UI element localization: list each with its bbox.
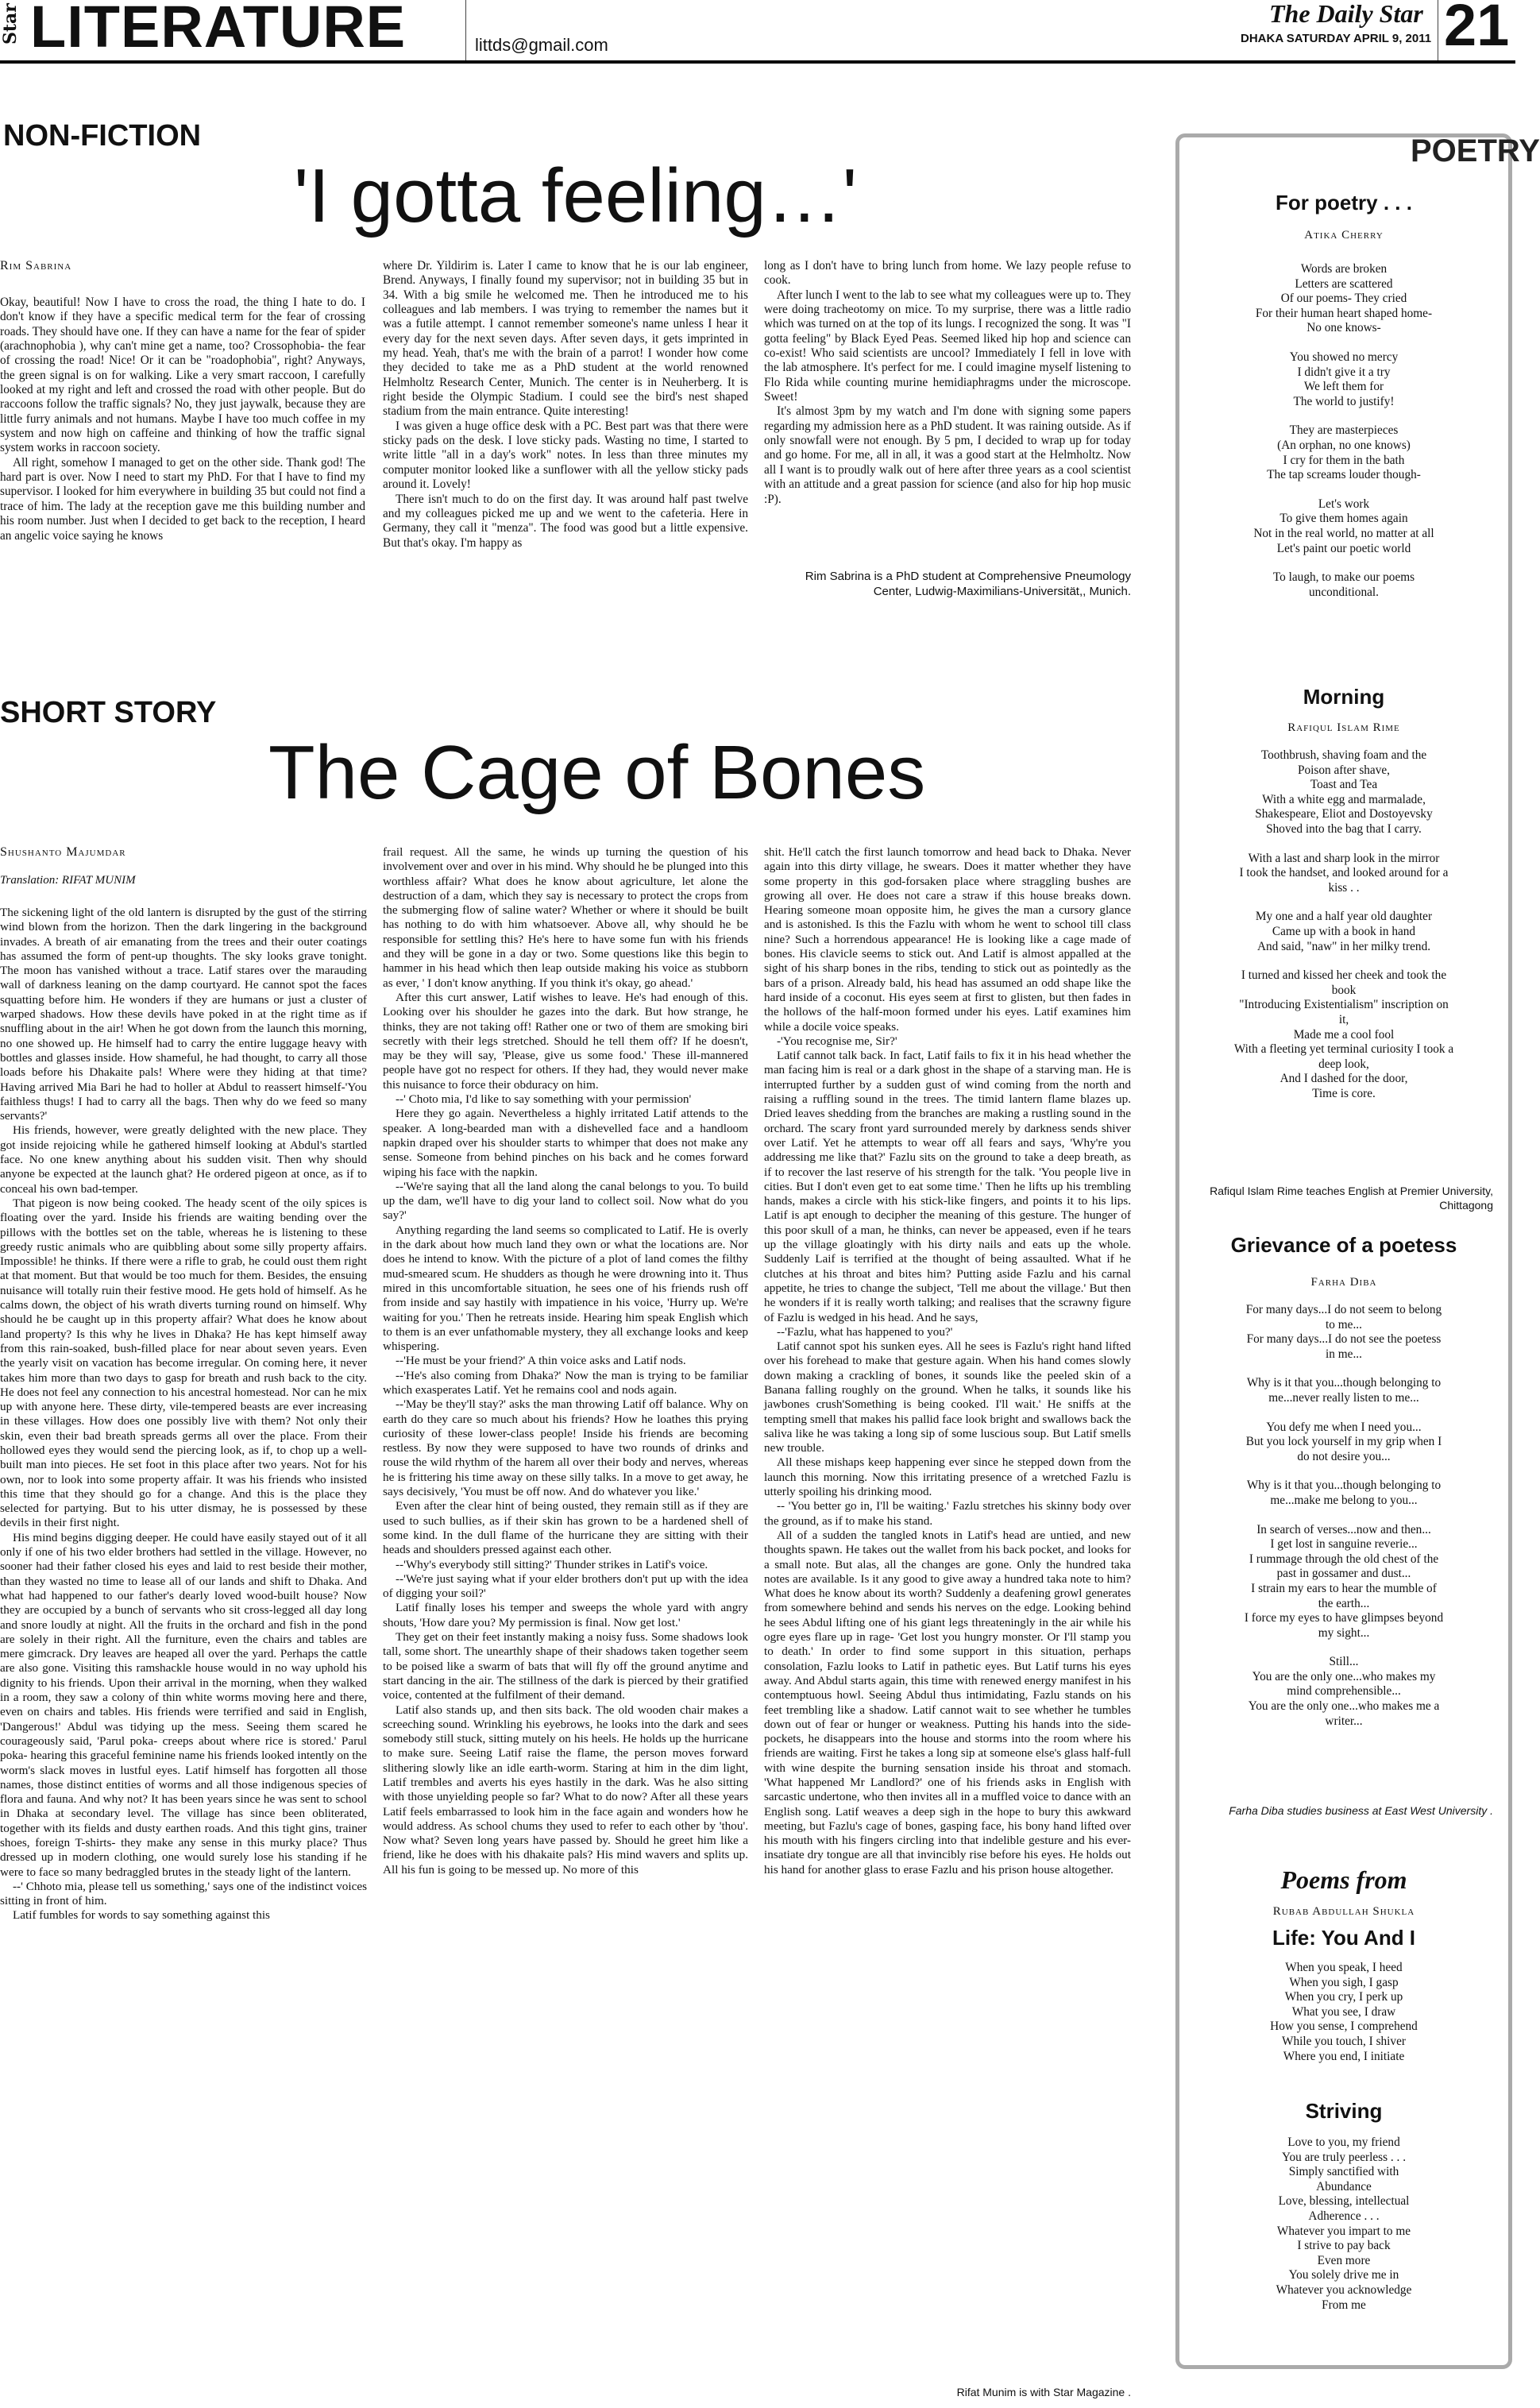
- poem-line: While you touch, I shiver: [1282, 2034, 1406, 2048]
- stanza: [1185, 1376, 1503, 1405]
- poet-bio: Farha Diba studies business at East West University .: [1229, 1804, 1493, 1817]
- paragraph: --'Fazlu, what has happened to you?': [777, 1324, 953, 1339]
- poem-line: How you sense, I comprehend: [1270, 2020, 1418, 2034]
- story2-headline: The Cage of Bones: [268, 730, 926, 815]
- stanza: [1185, 910, 1503, 954]
- paragraph: --'May be they'll stay?' asks the man throwing Latif off balance. Why on earth do they care so much about his friends? How he loathes this prying curiosity of these lower-class people! Inside his friends are becoming restless. By now they were supposed to have two rounds of drinks and rouse the wild rhythm of the harem all over their body and nerves, whereas he is frittering his time away on these silly talks. In a move to get away, he says decisively, 'You must be off now. And do whatever you like.': [383, 1397, 748, 1499]
- stanza: [1185, 497, 1503, 556]
- poem-line: No one knows-: [1306, 321, 1381, 335]
- poem-line: do not desire you...: [1297, 1449, 1391, 1463]
- poem-title: Morning: [1303, 685, 1385, 709]
- page-number: 21: [1444, 0, 1510, 58]
- poem-line: Let's paint our poetic world: [1276, 541, 1411, 555]
- paragraph: Here they go again. Nevertheless a highly irritated Latif attends to the speaker. A long-bearded man with a dishevelled face and a handloom napkin draped over his shoulder starts to whimper that does not make any sense. Someone from behind pinches on his back and he comes forward wiping his face with the napkin.: [383, 1107, 748, 1179]
- poem-line: We left them for: [1303, 380, 1384, 394]
- poem-line: You showed no mercy: [1289, 350, 1399, 364]
- poem-line: I took the handset, and looked around for a: [1239, 866, 1449, 880]
- stanza: [1185, 968, 1503, 1101]
- poem-line: book: [1331, 983, 1357, 997]
- stanza: [1185, 748, 1503, 837]
- poem-line: The world to justify!: [1293, 394, 1395, 408]
- poem-line: Words are broken: [1300, 262, 1388, 276]
- stanza: [1185, 570, 1503, 600]
- paragraph: --'Why's everybody still sitting?' Thunder strikes in Latif's voice.: [396, 1557, 708, 1571]
- poem-title: Grievance of a poetess: [1230, 1233, 1457, 1257]
- paragraph: It's almost 3pm by my watch and I'm done with signing some papers regarding my admission here as a PhD student. It was raining outside. As if only snowfall were not enough. By 5 pm, I decided to wrap up for today and go home. For me, all in all, it was a good start at the Helmholtz. Now all I want is to proudly walk out of here after three years as a cool scientist with an attitude and a great passion for science (and also for hip hop music :P).: [764, 404, 1131, 506]
- poem-line: You are the only one...who makes my: [1252, 1669, 1436, 1683]
- poem-line: In search of verses...now and then...: [1256, 1522, 1431, 1536]
- paragraph: Latif cannot spot his sunken eyes. All he sees is Fazlu's right hand lifted over his forehead to make that gesture again. When his hand comes slowly down making a crackling of bones, it sounds like the peeled skin of a Banana falling roughly on the ground. When he talks, it sounds like his jawbones crush'Something is being cooked. I'll wait.' He sniffs at the tempting smell that makes his pallid face look bright and swallows back the saliva like he was taking a long sip of some luscious soup. But Latif smells new trouble.: [764, 1339, 1131, 1455]
- stanza: [1185, 852, 1503, 896]
- poem-line: Simply sanctified with: [1288, 2165, 1399, 2179]
- poem-line: Whatever you impart to me: [1276, 2224, 1411, 2238]
- paragraph: frail request. All the same, he winds up turning the question of his involvement over and over in his mind. Why should he be plunged into this worthless affair? What does he know about agriculture, let alone the destruction of a dam, which they say is necessary to protect the crops from the submerging flow of saline water? Whether or where it should be built has nothing to do with him whatsoever. Above all, why should he be responsible for settling this? He's here to have some fun with his friends and they will be gone in a day or two. Some questions like this begin to hammer in his head which then leap outside making his voice as stubborn as ever, ' I don't know anything. If you think it's okay, go ahead.': [383, 845, 748, 990]
- poem-line: unconditional.: [1309, 585, 1379, 599]
- poem-line: With a white egg and marmalade,: [1262, 792, 1426, 806]
- poem-line: For many days...I do not see the poetess: [1246, 1332, 1442, 1347]
- poem-line: Of our poems- They cried: [1280, 292, 1407, 306]
- poem-line: (An orphan, no one knows): [1277, 438, 1411, 452]
- poem-author: Rubab Abdullah Shukla: [1272, 1905, 1415, 1918]
- dateline: DHAKA SATURDAY APRIL 9, 2011: [1241, 32, 1432, 45]
- story1-column-2: [383, 259, 748, 551]
- poem-line: The tap screams louder though-: [1267, 468, 1421, 482]
- story1-byline: Rim Sabrina: [0, 259, 72, 272]
- paragraph: --'He's also coming from Dhaka?' Now the man is trying to be familiar which exasperates Latif. Yet he remains cool and nods again.: [383, 1368, 748, 1397]
- story1-kicker: NON-FICTION: [3, 119, 202, 153]
- poem-line: deep look,: [1318, 1057, 1369, 1071]
- poem-line: I didn't give it a try: [1297, 365, 1391, 379]
- masthead-rule: [0, 60, 1515, 64]
- poem-line: And said, "naw" in her milky trend.: [1256, 939, 1431, 953]
- stanza: [1185, 262, 1503, 336]
- paragraph: shit. He'll catch the first launch tomorrow and head back to Dhaka. Never again into this dirty village, he swears. Does it matter whether they have some property in this god-forsaken place where straggling bushes are growing all over. He does not care a straw if this house breaks down. Hearing someone moan opposite him, he gives the man a cursory glance and is astonished. Is this the Fazlu with whom he went to school till class nine? Such a horrendous appearance! He is looking like a cage made of bones. His clavicle seems to stick out. And Latif is almost appalled at the sight of his sharp bones in the ribs, tending to stick out as pointedly as the bars of a prison. Already bald, his head has assumed an odd shape like the hard inside of a coconut. His eyes seem at first to glisten, but then fades in the hollows of the half-moon formed under his eyes. Latif examines him while a docile voice speaks.: [764, 845, 1131, 1034]
- poem-line: You defy me when I need you...: [1266, 1420, 1422, 1434]
- stanza: [1185, 1420, 1503, 1465]
- poem-line: When you cry, I perk up: [1284, 1990, 1403, 2004]
- poem-line: My one and a half year old daughter: [1255, 910, 1433, 924]
- story2-column-1: [0, 906, 367, 1923]
- poem-line: Toothbrush, shaving foam and the: [1260, 748, 1427, 762]
- poem-line: Still...: [1329, 1655, 1359, 1669]
- poem-line: To give them homes again: [1279, 512, 1408, 526]
- poem-line: my sight...: [1318, 1625, 1370, 1640]
- story2-author-bio: Rifat Munim is with Star Magazine .: [956, 2386, 1131, 2398]
- poem-line: You are the only one...who makes me a: [1248, 1699, 1440, 1714]
- poem-line: I strain my ears to hear the mumble of: [1251, 1581, 1437, 1595]
- newspaper-name: The Daily Star: [1269, 0, 1423, 28]
- paragraph: There isn't much to do on the first day. It was around half past twelve and my colleagues picked me up and we went to the cafeteria. Here in Germany, they call it "menza". The food was good but a little expensive. But that's okay. I'm happy as: [383, 492, 748, 550]
- poetry-kicker: POETRY: [1411, 133, 1540, 168]
- poem-line: to me...: [1326, 1317, 1362, 1332]
- poem-line: Love to you, my friend: [1287, 2136, 1400, 2149]
- paragraph: After this curt answer, Latif wishes to leave. He's had enough of this. Looking over his shoulder he gazes into the dark. But how strange, he thinks, they are not taking off! Rather one or two of them are smoking biri secretly with their legs stretched. Should he tell them off? If he doesn't, may be they will say, 'Please, give us some food.' These ill-mannered people have got no respect for others. If they had, they would never make this nuisance to force their obduracy on him.: [383, 990, 748, 1092]
- poem-body-striving: [1185, 2136, 1503, 2313]
- poem-line: They are masterpieces: [1289, 423, 1399, 438]
- poem-line: it,: [1338, 1012, 1349, 1026]
- poem-line: Toast and Tea: [1310, 778, 1378, 792]
- paragraph: The sickening light of the old lantern is disrupted by the gust of the stirring wind blown from the horizon. Then the dark lingering in the background invades. A breath of air emanating from the trees and their outer coatings has assumed the form of pent-up thoughts. The sky looks grave tonight. The moon has vanished without a trace. Latif stares over the marauding wall of darkness leaning on the damp courtyard. He cannot spot the faces squatting before him. He wonders if they are humans or just a cluster of warped shadows. How these devils have poked in at the right time as if snuffling about in the air! When he got down from the launch this morning, no one showed up. He himself had to carry the entire luggage heavy with bottles and glasses inside. How shameful, he had thought, to carry all those loads before his Dhakaite pals! Where were they hiding at that time? Having arrived Mia Bari he had to holler at Abdul to reassert himself-'You faithless thugs! I had to carry all the bags. Then why do we feed so many servants?': [0, 906, 367, 1123]
- poem-line: Abundance: [1316, 2179, 1372, 2193]
- paragraph: I was given a huge office desk with a PC. Best part was that there were sticky pads on the desk. I love sticky pads. Wasting no time, I started to write little "all in a day's work" notes. In less than three minutes my computer monitor looked like a sunflower with all the yellow sticky pads around it. Lovely!: [383, 419, 748, 492]
- poem-line: Where you end, I initiate: [1283, 2049, 1405, 2063]
- story1-headline: 'I gotta feeling…': [294, 153, 858, 238]
- paragraph: Anything regarding the land seems so complicated to Latif. He is overly in the dark about how much land they own or what the locations are. Nor does he intend to know. With the picture of a plot of land comes the filthy mud-smeared scum. He shudders as though he were drowning into it. Thus mired in this uncomfortable situation, he sees one of his friends rush off from inside and say hastily with impatience in his voice, 'Hurry up. We're waiting for you.' Then he retreats inside. Hearing him speak English which to them is an ever unfathomable mystery, they all exchange looks and keep whispering.: [383, 1223, 748, 1354]
- story1-column-1: [0, 296, 365, 543]
- poem-body: [1185, 1303, 1503, 1743]
- poem-line: When you sigh, I gasp: [1289, 1975, 1399, 1989]
- poem-line: Poison after shave,: [1298, 763, 1390, 777]
- paragraph: All these mishaps keep happening ever since he stepped down from the launch this morning. Now this irritating presence of a wretched Fazlu is utterly spoiling his drinking mood.: [764, 1455, 1131, 1499]
- poem-line: Why is it that you...though belonging to: [1246, 1478, 1442, 1493]
- paragraph: His friends, however, were greatly delighted with the new place. They got inside rejoicing while he gathered himself looking at Abdul's startled face. No one knew anything about his sudden visit. Then why should anyone be expected at the launch ghat? He ordered pigeon at once, as if to conceal his own bad-temper.: [0, 1123, 367, 1196]
- poem-line: me...never really listen to me...: [1268, 1390, 1419, 1405]
- poem-line: me...make me belong to you...: [1270, 1493, 1418, 1507]
- paragraph: Even after the clear hint of being ousted, they remain still as if they are used to such bullies, as if their skin has grown to be a hardened shell of some kind. In the dull flame of the hurricane they are sitting with their heads and shoulders pressed against each other.: [383, 1499, 748, 1557]
- poem-author: Farha Diba: [1310, 1276, 1377, 1289]
- stanza: [1185, 1303, 1503, 1362]
- paragraph: All right, somehow I managed to get on the other side. Thank god! The hard part is over. Now I need to start my PhD. For that I have to find my supervisor. I looked for him everywhere in building 35 but could not find a trace of him. The lady at the reception gave me this building number and his room number. Just when I decided to get back to the reception, I heard an angelic voice saying he knows: [0, 455, 365, 543]
- poem-line: writer...: [1325, 1714, 1363, 1728]
- poem-line: past in gossamer and dust...: [1276, 1567, 1411, 1581]
- story2-translation-credit: Translation: RIFAT MUNIM: [0, 874, 136, 887]
- paragraph: After lunch I went to the lab to see what my colleagues were up to. They were doing tracheotomy on mice. To my surprise, there was a little radio which was turned on at the top of its lungs. I recognized the song. It was "I gotta feeling" by Black Eyed Peas. Seemed liked hip hop and science can co-exist! Who said scientists are uncool? Immediately I fell in love with the lab atmosphere. It's perfect for me. I could imagine myself listening to Flo Rida while counting murine hemidiaphragms under the microscope. Sweet!: [764, 288, 1131, 404]
- poem-line: I force my eyes to have glimpses beyond: [1244, 1611, 1444, 1625]
- paragraph: That pigeon is now being cooked. The heady scent of the oily spices is floating over the yard. Inside his friends are waiting bending over the pillows with the bottles set on the table, whereas he is listening to these greedy rustic animals who are quibbling about some silly property affairs. Impossible! he thinks. If there were a rifle to grab, he could oust them right at that moment. But that would be too much for them. Besides, the ensuing nuisance will totally ruin their festive mood. He gets hold of himself. As he calms down, the object of his wrath diverts turning round on himself. Why should he be caught up in this property affair? What does he know about land property? Is this why he lives in Dhaka? He has kept himself away from this rain-soaked, bush-filled place for near about seven years. Even the yearly visit on vacation has become irregular. On coming here, it never takes him more than two days to gasp for breath and rush back to the city. He does not feel any connection to his ancestral homestead. Nor can he mix up with anyone here. These dirty, vile-tempered beasts are ever increasing in these villages. How does one possibly live with them? Not only their skin, even their bad breath spreads germs all over the place. From their hollowed eyes they would send the piercing look, as if, to chop up a well-built man into pieces. He set foot in this place after two years. Not for his own, nor to look into some property affair. It was his friends who insisted this time that they should go for a change. And this is the place they selected for partying. But to his utter dismay, he is possessed by these devils in their first night.: [0, 1196, 367, 1530]
- paragraph: All of a sudden the tangled knots in Latif's head are untied, and new thoughts spawn. He takes out the wallet from his back pocket, and looks for a small note. But alas, all the changes are gone. Only the hundred taka notes are available. Is it any good to give away a hundred taka note to him? What does he know about its worth? Suddenly a deafening growl generates from somewhere behind and sends his nerves on the edge. Looking behind he sees Abdul lifting one of his giant legs threateningly in the air while his ogre eyes flare up in rage- 'Get lost you hungry monster. Or I'll stamp you to death.' In order to find some support in this situation, perhaps consolation, Fazlu looks to Latif in pathetic eyes. But Latif turns his eyes away. And Abdul starts again, this time with renewed energy manifest in his contemptuous howl. Seeing Abdul thus intimidating, Fazlu stands on his feet trembling like a shadow. Latif cannot wait to see whether he tumbles down out of fear or hunger or weakness. Putting his hands into the side-pockets, he disappears into the house and storms into the room where his friends are waiting. First he takes a long sip at someone else's glass half-full with wine despite the burning sensation inside his throat and stomach. 'What happened Mr Landlord?' one of his friends asks in English with sarcastic undertone, who then invites all in a muffled voice to dance with an English song. Latif weaves a deep sigh in the hope to bury this awkward meeting, but Fazlu's cage of bones, gasping face, his bony hand lifted over his mouth with his fingers circling into that indelible gesture and his ever-insatiate dry tongue are all that invincibly rise before his eyes. He holds out his hand for another glass to erase Fazlu and his prison house altogether.: [764, 1528, 1131, 1877]
- poet-bio: Rafiqul Islam Rime teaches English at Premier University, Chittagong: [1210, 1185, 1493, 1212]
- poem-line: But you lock yourself in my grip when I: [1245, 1435, 1442, 1449]
- poem-line: "Introducing Existentialism" inscription on: [1239, 998, 1449, 1012]
- poem-line: For their human heart shaped home-: [1255, 306, 1433, 320]
- poem-line: Came up with a book in hand: [1272, 924, 1416, 938]
- poem-line: mind comprehensible...: [1287, 1684, 1401, 1699]
- poem-author: Rafiqul Islam Rime: [1287, 721, 1400, 734]
- poem-author: Atika Cherry: [1304, 229, 1384, 242]
- story2-column-2: [383, 845, 748, 1877]
- stanza: [1185, 350, 1503, 409]
- poem-line: When you speak, I heed: [1285, 1961, 1403, 1974]
- poem-line: I get lost in sanguine reverie...: [1270, 1537, 1418, 1552]
- star-logo-mark: Star: [0, 3, 21, 44]
- story1-author-bio: Rim Sabrina is a PhD student at Comprehensive Pneumology Center, Ludwig-Maximilians-Universität,, Munich.: [805, 570, 1131, 598]
- story1-column-3: [764, 259, 1131, 507]
- poem-line: I turned and kissed her cheek and took the: [1241, 968, 1447, 983]
- poem-line: Not in the real world, no matter at all: [1253, 526, 1434, 540]
- poem-title: Striving: [1305, 2099, 1383, 2123]
- poem-line: For many days...I do not seem to belong: [1245, 1303, 1442, 1316]
- poem-line: Whatever you acknowledge: [1276, 2282, 1412, 2297]
- poem-line: Shakespeare, Eliot and Dostoyevsky: [1255, 807, 1433, 821]
- poem-body: [1185, 748, 1503, 1115]
- poem-line: I strive to pay back: [1297, 2239, 1391, 2253]
- story2-kicker: SHORT STORY: [0, 696, 217, 729]
- poem-line: From me: [1322, 2298, 1366, 2312]
- story2-byline: Shushanto Majumdar: [0, 845, 126, 859]
- poem-line: Adherence . . .: [1308, 2209, 1380, 2223]
- poem-body: [1185, 262, 1503, 614]
- poem-line: in me...: [1326, 1347, 1362, 1361]
- paragraph: -'You recognise me, Sir?': [777, 1034, 897, 1048]
- section-title: LITERATURE: [30, 0, 407, 60]
- story2-column-3: [764, 845, 1131, 1877]
- section-email[interactable]: littds@gmail.com: [475, 35, 608, 55]
- paragraph: They get on their feet instantly making a noisy fuss. Some shadows look tall, some short. The unearthly shape of their shadows taken together seem to be poised like a swarm of bats that will fly off the ground anytime and start dancing in the air. The stillness of the dark is pierced by their gratified voice, contented at the fulfilment of their demand.: [383, 1630, 748, 1703]
- poem-line: What you see, I draw: [1291, 2004, 1396, 2019]
- paragraph: His mind begins digging deeper. He could have easily stayed out of it all only if one of his two elder brothers had settled in the village. However, no sooner had their father closed his eyes and laid to rest beside their mother, than they wasted no time to lease all of our lands and shift to Dhaka. And what had happened to our father's dearly loved wood-built house? Now they are occupied by a bunch of servants who sit cross-legged all day long and snore loudly at night. All the fruits in the orchard and fish in the pond are solely in their right. All the furniture, even the chairs and tables are mere gimcrack. Dry leaves are heaped all over the yard. Perhaps the cattle are also gone. Visiting this ramshackle house would in no way uphold his dignity to his friends. Upon their arrival in the morning, when they walked in a room, they saw a colony of thin white worms moving here and there, even on chairs and tables. His friends were terrified and said in English, 'Dangerous!' Abdul was tidying up the mess. Seeing them scared he courageously said, 'Parul poka- creeps about where rice is stored.' Parul poka- hearing this graceful feminine name his friends looked intently on the worm's slack moves in lustful eyes. Latif himself has forgotten all those names, those distinct entities of worms and all those indigenous species of flora and fauna. And why not? It has been years since he was sent to school in Dhaka at secondary level. The village has since been obliterated, together with its fields and dusty earthen roads. And this tight gins, trainer shoes, foreign T-shirts- they make any sense in this murky place? Thus dressed up in modern clothing, one would surely lose his standing if he were to face so many bedraggled brutes in the steady light of the lantern.: [0, 1530, 367, 1879]
- poem-line: You are truly peerless . . .: [1281, 2150, 1407, 2164]
- paragraph: --' Choto mia, I'd like to say something with your permission': [396, 1092, 692, 1107]
- poem-line: With a fleeting yet terminal curiosity I took a: [1233, 1042, 1454, 1057]
- poem-line: the earth...: [1318, 1596, 1370, 1610]
- stanza: [1185, 1655, 1503, 1729]
- paragraph: Okay, beautiful! Now I have to cross the road, the thing I hate to do. I don't know if they have a specific medical term for the fear of crossing roads. They should have one. If they can have a name for the fear of spider (arachnophobia ), why can't mine get a name, too? Crossophobia- the fear of crossing the road! Nice! Or it can be "roadophobia", right? Anyways, the green signal is on for walking. Like a very smart raccoon, I carefully looked at my right and left and crossed the road with other people. But do raccoons follow the traffic signals? No, they just jaywalk, because they are little furry animals and not humans. Maybe I have too much coffee in my system and now high on caffeine and thinking of how the traffic signal system works in raccoon society.: [0, 296, 365, 455]
- poem-line: And I dashed for the door,: [1279, 1072, 1408, 1086]
- poem-line: Even more: [1317, 2253, 1371, 2267]
- paragraph: --'He must be your friend?' A thin voice asks and Latif nods.: [396, 1354, 686, 1368]
- poem-line: Why is it that you...though belonging to: [1246, 1376, 1442, 1390]
- masthead-divider: [465, 0, 466, 60]
- poem-line: Made me a cool fool: [1293, 1027, 1395, 1042]
- stanza: [1185, 423, 1503, 482]
- paragraph: Latif also stands up, and then sits back. The old wooden chair makes a screeching sound. Wrinkling his eyebrows, he looks into the dark and sees somebody still stuck, sitting mutely on his heels. He holds up the hurricane to make sure. Seeing Latif raise the flame, the person moves forward slithering slowly like an idle earth-worm. Staring at him in the dim light, Latif trembles and averts his eyes hastily in the dark. Was he also sitting with those unyielding people so far? What to do now? After all these years Latif feels embarrassed to look him in the face again and wonders how he would address. As school chums they used to refer to each other by 'thou'. Now what? Seven long years have passed by. Should he greet him like a friend, like he does with his dhakaite pals? His mind wavers and splits up. All his fun is going to be messed up. No more of this: [383, 1703, 748, 1877]
- stanza: [1185, 1523, 1503, 1641]
- paragraph: -- 'You better go in, I'll be waiting.' Fazlu stretches his skinny body over the ground, as if to make his stand.: [764, 1499, 1131, 1528]
- paragraph: long as I don't have to bring lunch from home. We lazy people refuse to cook.: [764, 259, 1131, 288]
- poem-line: To laugh, to make our poems: [1272, 570, 1415, 585]
- paragraph: where Dr. Yildirim is. Later I came to know that he is our lab engineer, Brend. Anyways, I finally found my supervisor; not in building 35 but in 34. With a big smile he welcomed me. Then he introduced me to his colleagues and lab members. I was trying to remember the names but it was a futile attempt. I cannot remember someone's name unless I hear it every day for the next seven days. After seven days, it gets imprinted in my head. Yeah, that's me with the brain of a parrot! I wonder how come they decided to take me as a PhD student at the world renowned Helmholtz Research Center, Munich. The center is in Neuherberg. It is right beside the Olympic Stadium. I could see the bird's nest shaped stadium from the main entrance. Quite interesting!: [383, 259, 748, 419]
- poem-line: Let's work: [1318, 497, 1370, 511]
- poem-line: Love, blessing, intellectual: [1278, 2194, 1410, 2209]
- poem-title: For poetry . . .: [1276, 191, 1412, 215]
- paragraph: Latif cannot talk back. In fact, Latif fails to fix it in his head whether the man facing him is real or a dark ghost in the shape of a starving man. He is interrupted further by a sudden gust of wind coming from the north and raising a ruffling sound in the trees. The timid lantern flame blazes up. Dried leaves shedding from the branches are making a rustling sound in the orchard. The scary front yard surrounded merely by darkness sends shiver over Latif. Yet he attempts to wear off all fears and says, 'Why're you addressing me like that?' Fazlu sits on the ground to take a deep breath, as if to recover the last reserve of his strength for the talk. 'You people live in cities. But I don't even get to eat some time.' Then he lifts up his trembling hands, makes a circle with his stick-like fingers, and points it to his lips. Latif is apt enough to decipher the meaning of this gesture. The hunger of this poor skull of a man, he thinks, can never be appeased, even if he tears up the village gloatingly with his dirty nails and eats up the whole. Suddenly Laif is terrified at the thought of being assaulted. What if he clutches at his throat and bites him? Putting aside Fazlu and his carnal appetite, he tries to change the subject, 'Tell me about the village.' But then he wonders if it is really worth talking; and realises that the scrawny figure of Fazlu is wedged in his head. And he says,: [764, 1049, 1131, 1324]
- poem-line: I cry for them in the bath: [1283, 453, 1405, 467]
- poems-from-heading: Poems from: [1280, 1865, 1407, 1894]
- paragraph: Latif finally loses his temper and sweeps the whole yard with angry shouts, 'How dare you? My permission is final. Now get lost.': [383, 1601, 748, 1629]
- poem-line: You solely drive me in: [1288, 2268, 1399, 2282]
- poem-line: I rummage through the old chest of the: [1249, 1552, 1439, 1566]
- stanza: [1185, 1478, 1503, 1508]
- poem-line: Time is core.: [1312, 1086, 1376, 1100]
- paragraph: --' Chhoto mia, please tell us something,' says one of the indistinct voices sitting in front of him.: [0, 1879, 367, 1908]
- poem-line: Shoved into the bag that I carry.: [1266, 821, 1422, 836]
- poem-title: Life: You And I: [1272, 1926, 1416, 1950]
- poem-line: Letters are scattered: [1295, 276, 1393, 291]
- paragraph: --'We're just saying what if your elder brothers don't put up with the idea of digging your soil?': [383, 1571, 748, 1601]
- poem-line: With a last and sharp look in the mirror: [1248, 851, 1440, 865]
- paragraph: Latif fumbles for words to say something against this: [13, 1908, 270, 1923]
- poem-line: kiss . .: [1328, 880, 1360, 895]
- poem-body-life: [1185, 1961, 1503, 2064]
- paragraph: --'We're saying that all the land along the canal belongs to you. To build up the dam, we'll have to dig your land to collect soil. Now what do you say?': [383, 1179, 748, 1223]
